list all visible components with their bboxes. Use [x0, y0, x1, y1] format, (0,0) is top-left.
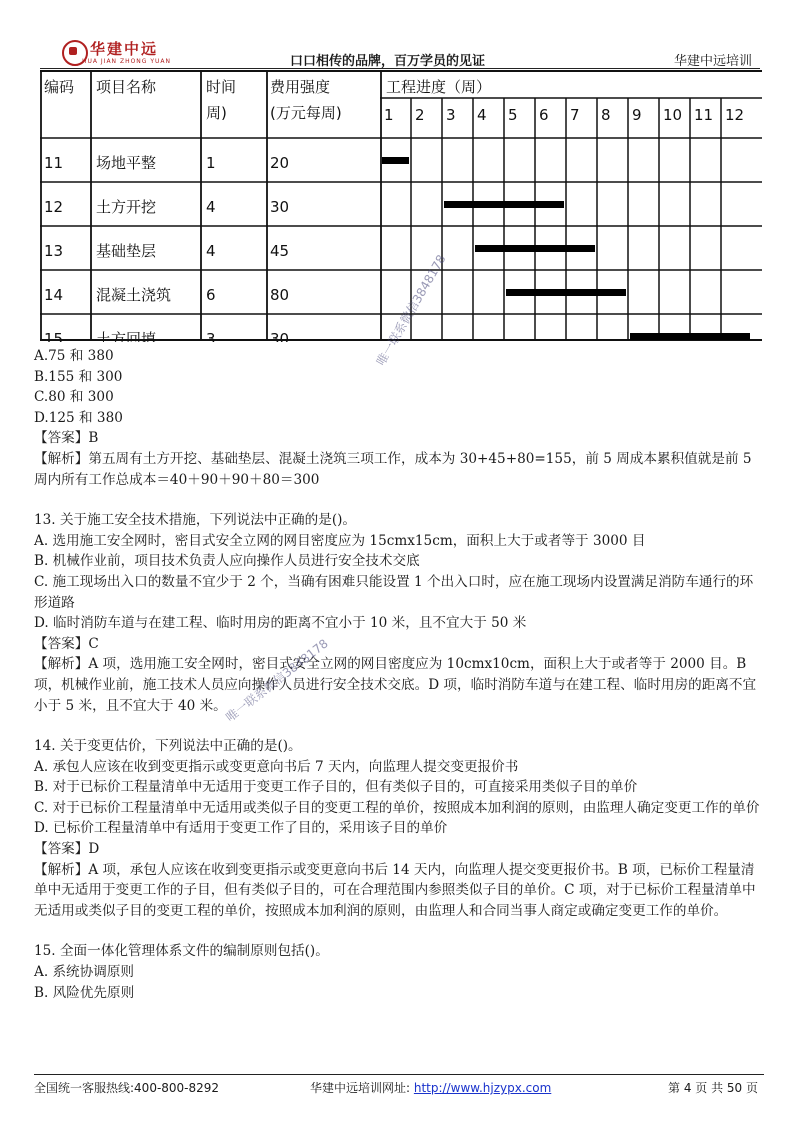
q12-option-a: A.75 和 380 — [34, 348, 114, 364]
row-name: 混凝土浇筑 — [96, 286, 172, 304]
page-footer — [34, 1074, 764, 1095]
q12-analysis: 【解析】第五周有土方开挖、基础垫层、混凝土浇筑三项工作，成本为 30+45+80=155，前 5 周成本累积值就是前 5 周内所有工作总成本＝40＋90＋90＋80＝300 — [34, 450, 752, 488]
week-label: 12 — [725, 106, 745, 124]
q13-option-b: B. 机械作业前，项目技术负责人应向操作人员进行安全技术交底 — [34, 553, 420, 570]
q14-option-d: D. 已标价工程量清单中有适用于变更工作了目的，采用该子目的单价 — [34, 820, 448, 837]
week-label: 2 — [415, 106, 425, 124]
week-label: 10 — [663, 106, 683, 124]
gantt-bar — [475, 245, 595, 252]
page-header — [40, 36, 760, 69]
header-code: 编码 — [44, 78, 75, 96]
gantt-bar — [382, 157, 409, 164]
row-cost: 30 — [270, 330, 290, 342]
row-time: 1 — [206, 154, 216, 172]
row-code: 11 — [44, 154, 64, 172]
gantt-chart — [40, 70, 762, 342]
header-time-unit: 周) — [206, 104, 227, 122]
q14-answer: 【答案】D — [34, 841, 100, 858]
row-code: 15 — [44, 330, 64, 342]
q15-option-a: A. 系统协调原则 — [34, 964, 135, 981]
footer-site-label: 华建中远培训网址: — [310, 1081, 411, 1095]
q14-analysis: 【解析】A 项，承包人应该在收到变更指示或变更意向书后 14 天内，向监理人提交变更报价书。B 项，已标价工程量清单中无适用于变更工作的子目，但有类似子目的，可在合理范围内参照类似子目的单价。C 项，对于已标价工程量清单中无适用或类似子目的变更工程的单价，按照成本加利润的原则，由监理人和合同当事人商定或确定变更工作的单价。 — [34, 861, 756, 919]
row-cost: 30 — [270, 198, 290, 216]
row-code: 14 — [44, 286, 64, 304]
week-label: 9 — [632, 106, 642, 124]
row-time: 3 — [206, 330, 216, 342]
row-name: 土方开挖 — [96, 198, 157, 216]
week-label: 4 — [477, 106, 487, 124]
q13-option-c: C. 施工现场出入口的数量不宜少于 2 个，当确有困难只能设置 1 个出入口时，应在施工现场内设置满足消防车通行的环形道路 — [34, 573, 754, 611]
q14-option-a: A. 承包人应该在收到变更指示或变更意向书后 7 天内，向监理人提交变更报价书 — [34, 758, 519, 775]
row-name: 土方回填 — [96, 330, 157, 342]
company-logo — [40, 36, 190, 66]
q14-option-c: C. 对于已标价工程量清单中无适用或类似子目的变更工程的单价，按照成本加利润的原则，由监理人确定变更工作的单价 — [34, 799, 760, 816]
logo-name: 华建中远 — [90, 40, 159, 58]
q14-question: 14. 关于变更估价，下列说法中正确的是()。 — [34, 738, 302, 755]
row-time: 4 — [206, 242, 216, 260]
week-label: 11 — [694, 106, 714, 124]
gantt-bar — [630, 333, 750, 340]
q15-question: 15. 全面一体化管理体系文件的编制原则包括()。 — [34, 943, 329, 960]
q13-answer: 【答案】C — [34, 635, 99, 652]
row-cost: 20 — [270, 154, 290, 172]
header-brand: 华建中远培训 — [673, 54, 752, 69]
footer-site — [310, 1079, 551, 1096]
q12-option-b: B.155 和 300 — [34, 368, 123, 385]
week-label: 6 — [539, 106, 549, 124]
logo-english: HUA JIAN ZHONG YUAN — [82, 58, 171, 65]
q12-answer: 【答案】B — [34, 430, 99, 447]
week-label: 8 — [601, 106, 611, 124]
row-cost: 45 — [270, 242, 290, 260]
row-code: 13 — [44, 242, 64, 260]
watermark-1: 唯一联系微信3848178 — [373, 252, 449, 368]
watermark-2: 唯一联系微信3848178 — [223, 636, 331, 725]
q13-question: 13. 关于施工安全技术措施，下列说法中正确的是()。 — [34, 512, 357, 529]
q12-option-c: C.80 和 300 — [34, 389, 114, 406]
footer-site-link[interactable]: http://www.hjzypx.com — [413, 1081, 552, 1095]
header-slogan: 口口相传的品牌，百万学员的见证 — [290, 54, 486, 69]
row-name: 基础垫层 — [96, 242, 157, 260]
week-label: 3 — [446, 106, 456, 124]
header-time: 时间 — [206, 78, 237, 96]
header-cost: 费用强度 — [270, 78, 331, 96]
row-name: 场地平整 — [96, 154, 157, 172]
week-label: 5 — [508, 106, 518, 124]
footer-hotline: 全国统一客服热线:400-800-8292 — [34, 1081, 220, 1095]
header-progress: 工程进度（周） — [386, 78, 492, 96]
row-cost: 80 — [270, 286, 290, 304]
question-content — [34, 346, 760, 1003]
gantt-bar — [444, 201, 564, 208]
gantt-table — [40, 70, 762, 346]
q13-option-a: A. 选用施工安全网时，密目式安全立网的网目密度应为 15cmx15cm，面积上大于或者等于 3000 目 — [34, 532, 646, 549]
q15-option-b: B. 风险优先原则 — [34, 984, 135, 1001]
page-number: 第 4 页 共 50 页 — [668, 1081, 758, 1095]
header-name: 项目名称 — [96, 78, 157, 96]
q13-analysis: 【解析】A 项，选用施工安全网时，密目式安全立网的网目密度应为 10cmx10cm，面积上大于或者等于 2000 目。B 项，机械作业前，施工技术人员应向操作人员进行安全技术交底。D 项，临时消防车道与在建工程、临时用房的距离不宜小于 5 米，且不宜大于 40 米。 — [34, 656, 757, 714]
row-code: 12 — [44, 198, 64, 216]
row-time: 4 — [206, 198, 216, 216]
q14-option-b: B. 对于已标价工程量清单中无适用于变更工作子目的，但有类似子目的，可直接采用类似子目的单价 — [34, 779, 638, 796]
q13-option-d: D. 临时消防车道与在建工程、临时用房的距离不宜小于 10 米，且不宜大于 50 米 — [34, 615, 527, 632]
header-cost-unit: (万元每周) — [270, 104, 342, 122]
row-time: 6 — [206, 286, 216, 304]
week-label: 7 — [570, 106, 580, 124]
gantt-bar — [506, 289, 626, 296]
week-label: 1 — [384, 106, 394, 124]
q12-option-d: D.125 和 380 — [34, 409, 123, 426]
